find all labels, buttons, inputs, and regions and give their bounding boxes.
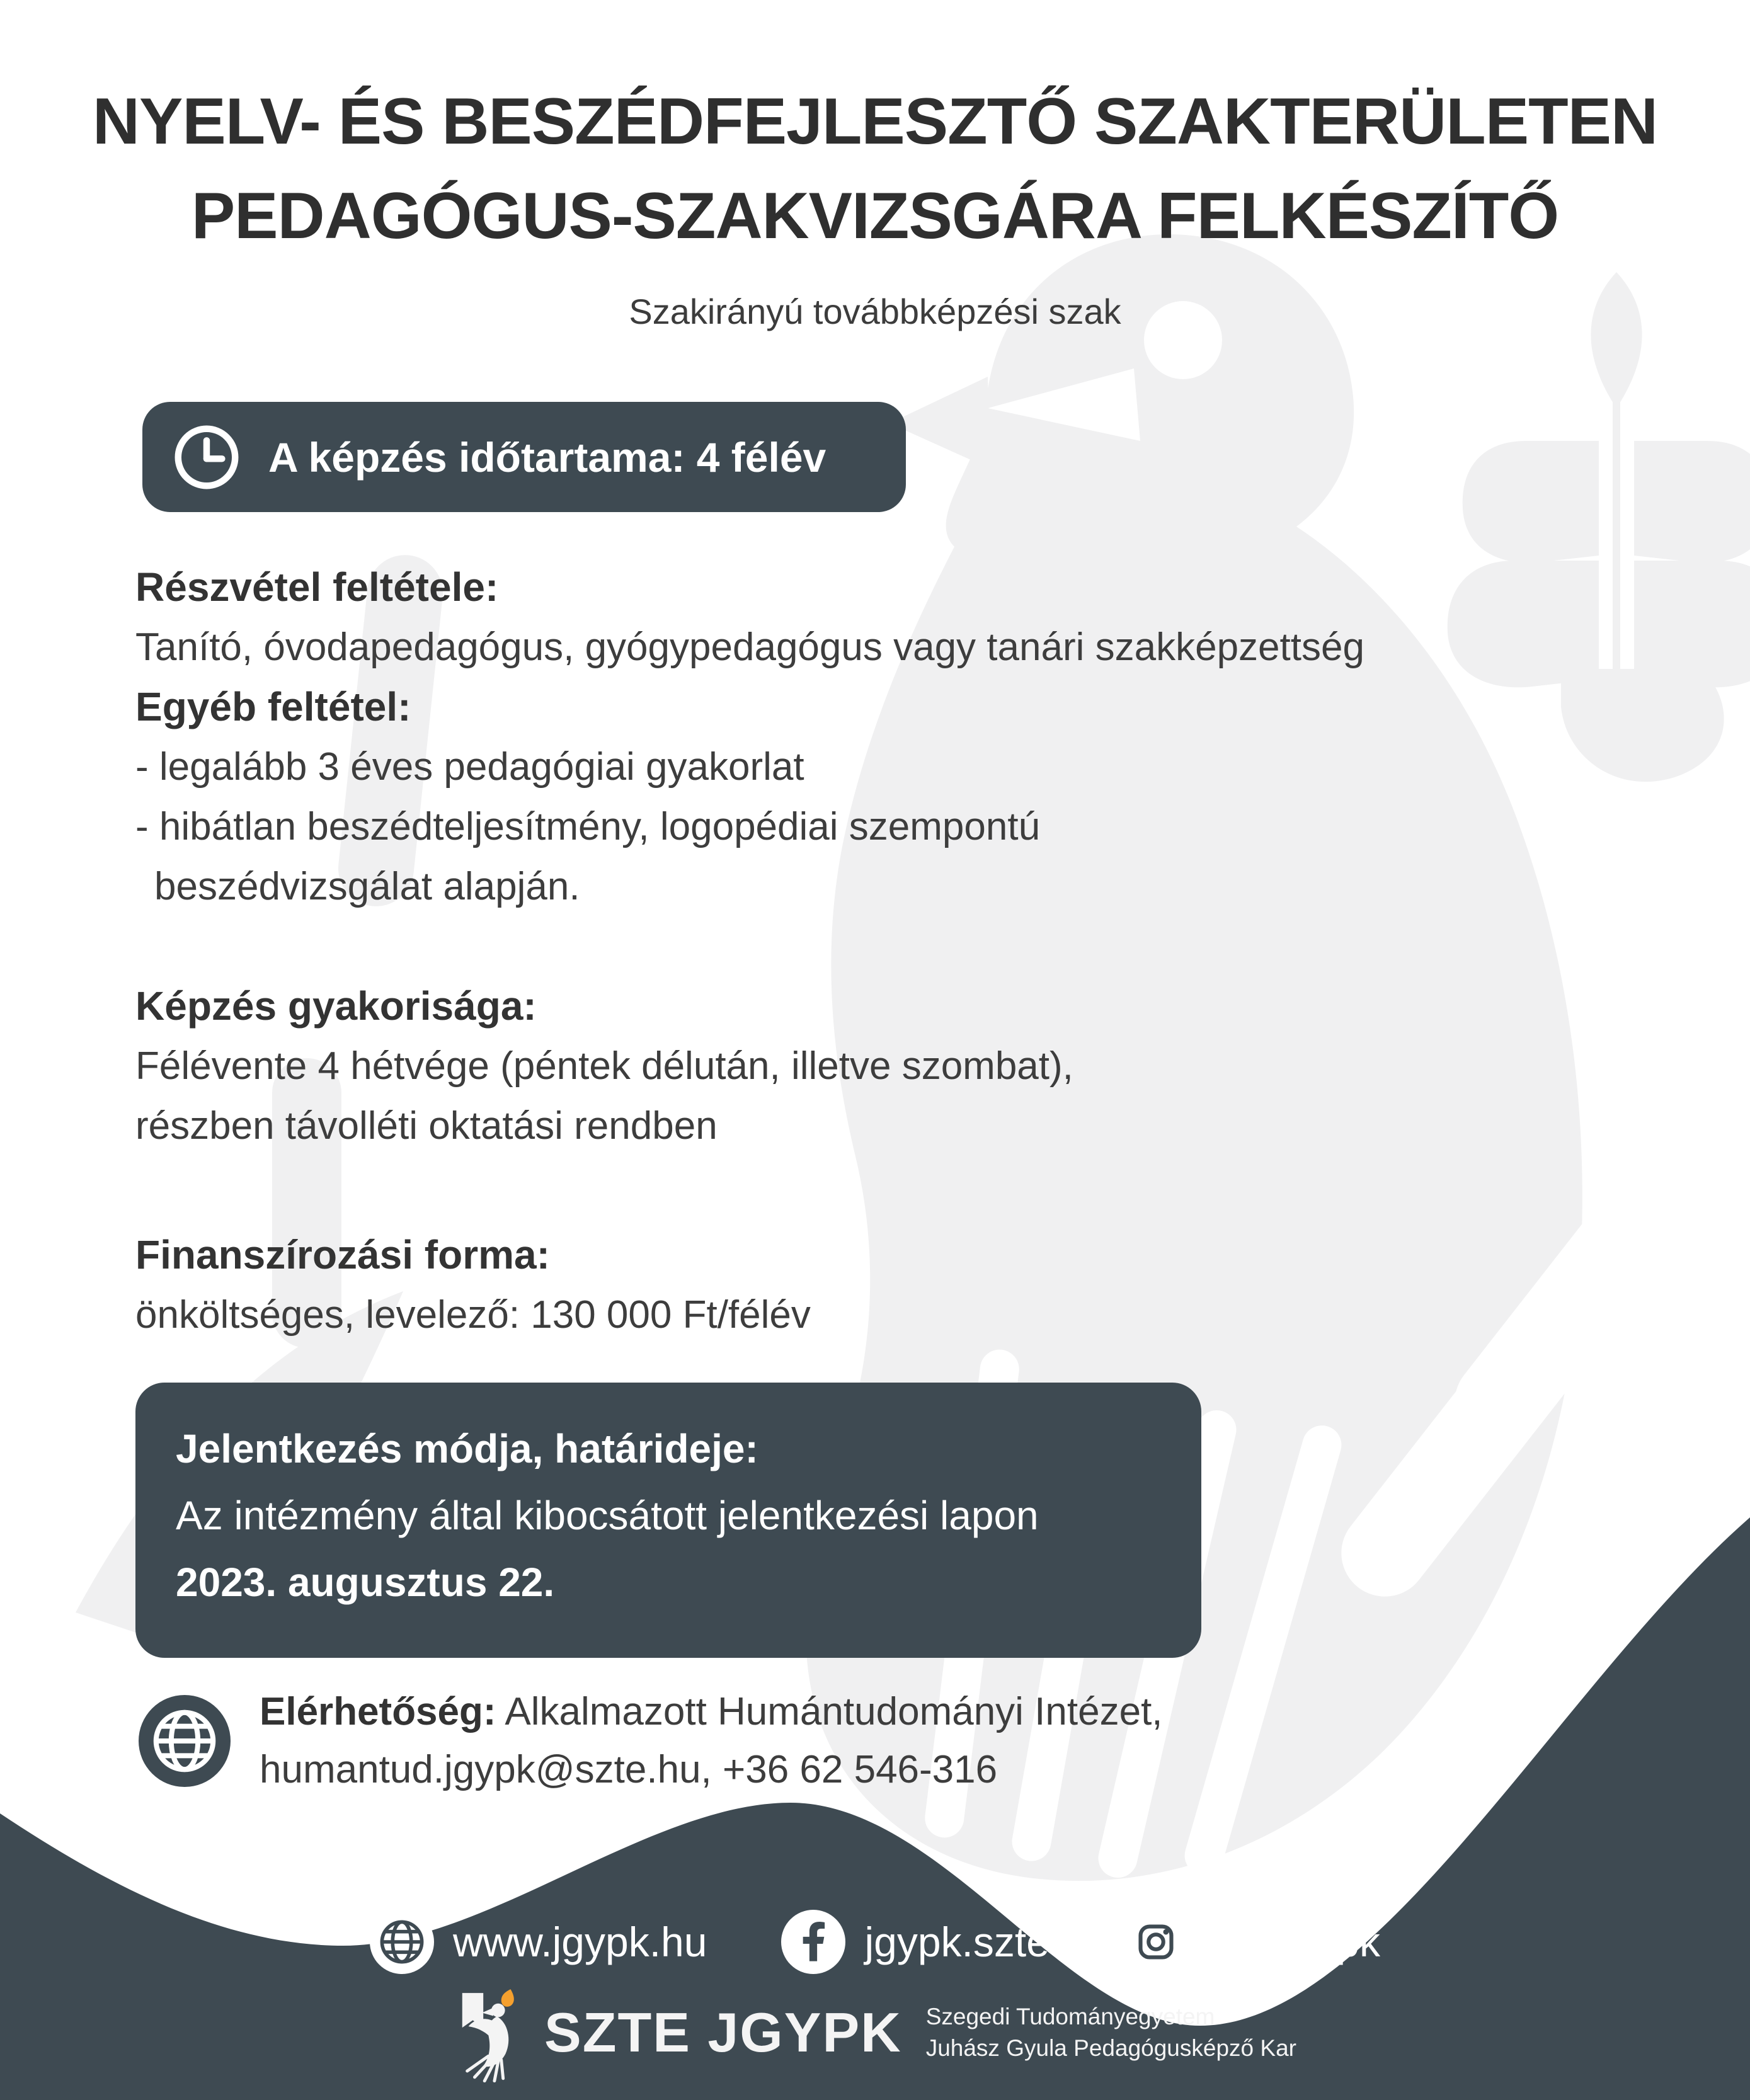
application-box: [135, 1383, 1201, 1658]
clock-icon: [170, 421, 243, 494]
application-heading: Jelentkezés módja, határideje:: [176, 1426, 758, 1471]
contact-block: [139, 1683, 1163, 1799]
other-condition-item2-line1: - hibátlan beszédteljesítmény, logopédiai szempontú: [135, 805, 1041, 848]
other-condition-item2-line2: beszédvizsgálat alapján.: [154, 865, 580, 908]
title-line-2: PEDAGÓGUS-SZAKVIZSGÁRA FELKÉSZÍTŐ: [191, 180, 1559, 253]
section-participation: [135, 557, 1364, 916]
contact-line-2: humantud.jgypk@szte.hu, +36 62 546-316: [260, 1748, 998, 1791]
section-frequency: [135, 976, 1073, 1156]
application-deadline: 2023. augusztus 22.: [176, 1560, 555, 1605]
facebook-icon: [781, 1910, 845, 1974]
szte-eagle-logo-icon: [454, 1983, 528, 2082]
frequency-heading: Képzés gyakorisága:: [135, 983, 537, 1029]
duration-badge: [142, 402, 906, 512]
frequency-line2: részben távolléti oktatási rendben: [135, 1104, 718, 1148]
globe-icon: [139, 1695, 231, 1787]
instagram-label: sztejgypk: [1206, 1919, 1381, 1965]
logo-org-line2: Juhász Gyula Pedagógusképző Kar: [925, 2035, 1296, 2061]
section-financing: [135, 1225, 811, 1345]
participation-heading: Részvétel feltétele:: [135, 564, 499, 610]
social-row: [0, 1910, 1750, 1974]
website-label: www.jgypk.hu: [452, 1919, 707, 1965]
contact-institute: Alkalmazott Humántudományi Intézet,: [505, 1690, 1163, 1733]
globe-icon: [370, 1910, 434, 1974]
flame-icon: [501, 1989, 514, 2007]
other-condition-item1: - legalább 3 éves pedagógiai gyakorlat: [135, 745, 804, 789]
application-line: Az intézmény által kibocsátott jelentkezési lapon: [176, 1493, 1039, 1538]
instagram-link[interactable]: [1124, 1910, 1380, 1974]
participation-line: Tanító, óvodapedagógus, gyógypedagógus vagy tanári szakképzettség: [135, 625, 1364, 669]
facebook-link[interactable]: [781, 1910, 1049, 1974]
financing-line: önköltséges, levelező: 130 000 Ft/félév: [135, 1293, 811, 1337]
logo-row: [0, 1983, 1750, 2082]
instagram-icon: [1124, 1910, 1188, 1974]
website-link[interactable]: [370, 1910, 707, 1974]
page-title: [0, 74, 1750, 263]
other-condition-heading: Egyéb feltétel:: [135, 684, 411, 729]
financing-heading: Finanszírozási forma:: [135, 1232, 550, 1277]
facebook-label: jgypk.szte: [864, 1919, 1049, 1965]
contact-lines: [260, 1683, 1163, 1799]
logo-org-line1: Szegedi Tudományegyetem: [925, 2004, 1215, 2029]
frequency-line1: Félévente 4 hétvége (péntek délután, illetve szombat),: [135, 1044, 1073, 1088]
duration-badge-label: A képzés időtartama: 4 félév: [268, 433, 826, 481]
contact-label: Elérhetőség:: [260, 1690, 496, 1733]
logo-name: SZTE JGYPK: [544, 2001, 902, 2063]
logo-org: [918, 2001, 1296, 2064]
title-line-1: NYELV- ÉS BESZÉDFEJLESZTŐ SZAKTERÜLETEN: [92, 85, 1658, 158]
subtitle: Szakirányú továbbképzési szak: [629, 292, 1121, 331]
contact-line-1: [260, 1683, 1163, 1741]
